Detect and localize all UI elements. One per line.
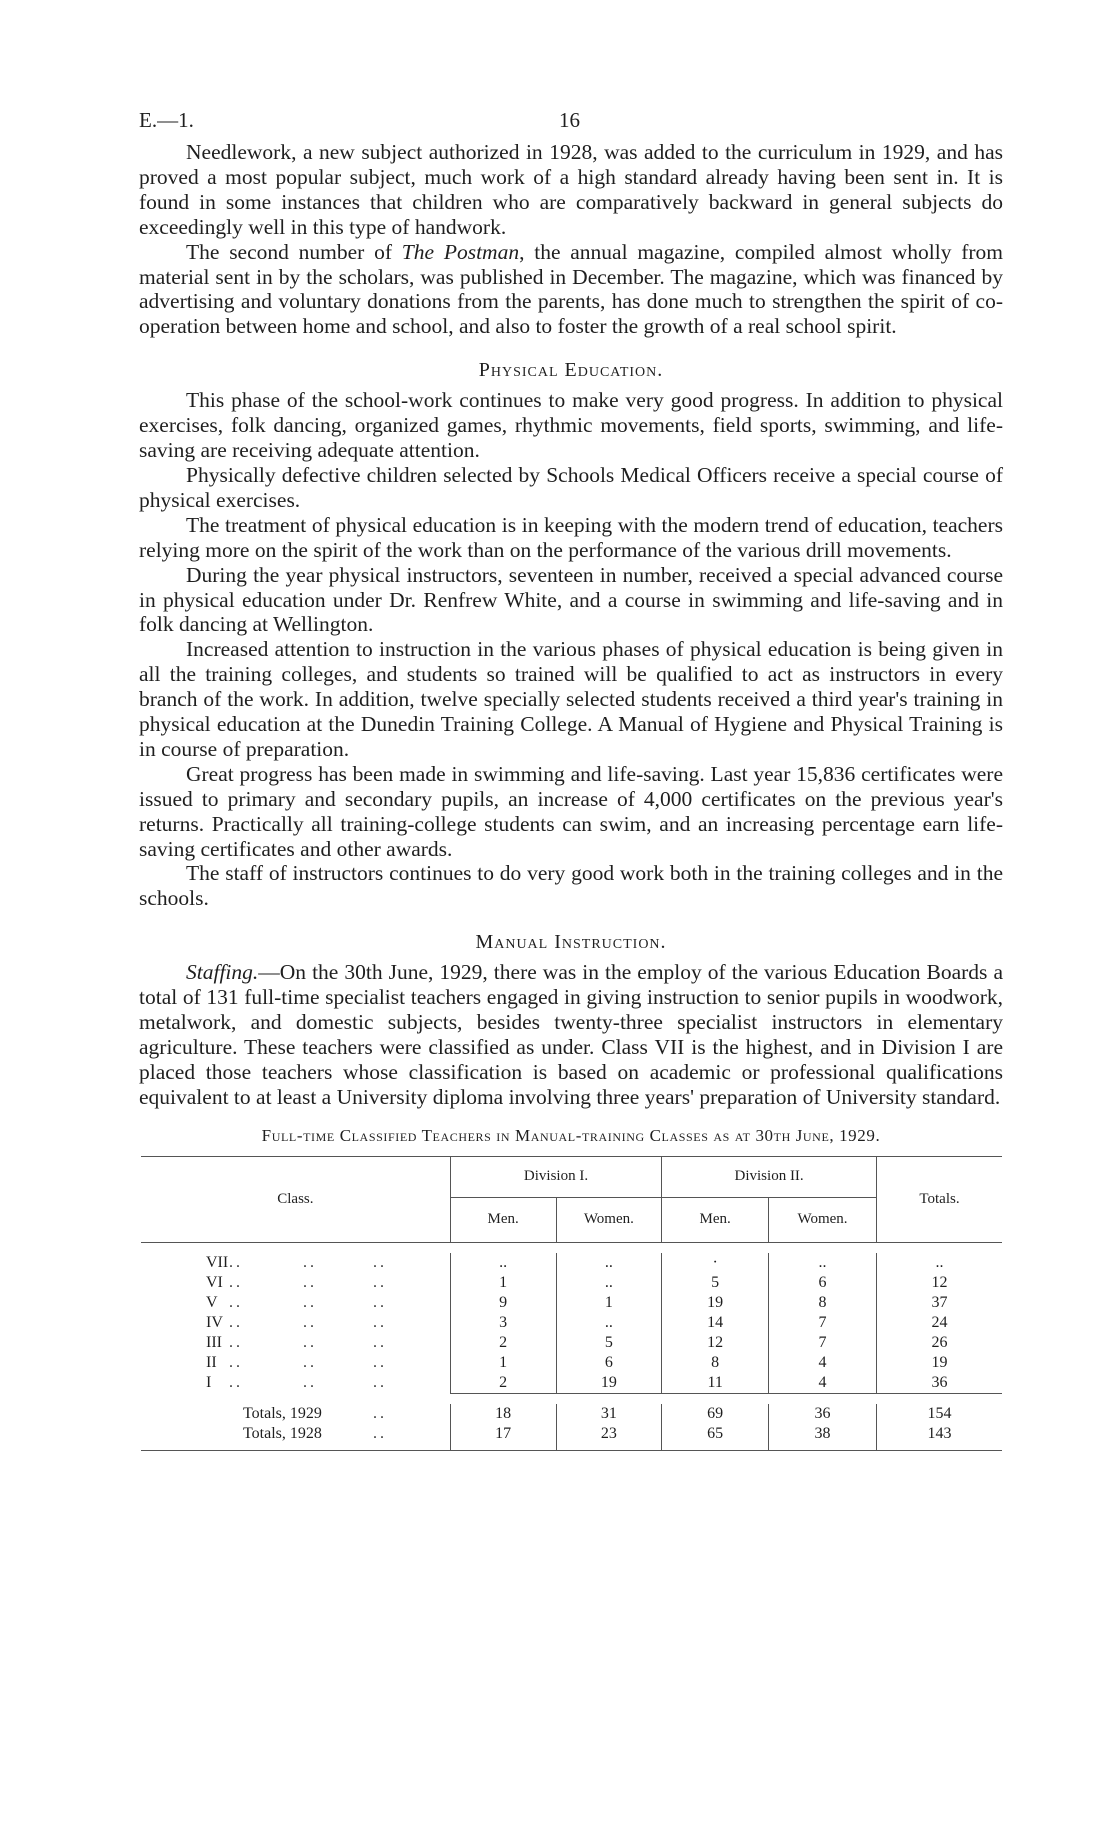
paragraph-pe-4: During the year physical instructors, seventeen in number, received a special advanced course in physical education under Dr. Renfrew White, and a course in swimming and life-saving and in folk dancing at Wellington. [139, 562, 1003, 637]
report-code: E.—1. [139, 108, 194, 132]
cell-d1-men: 3 [450, 1313, 556, 1333]
cell-d2-women: 7 [769, 1333, 877, 1353]
col-header-class: Class. [277, 1190, 314, 1207]
staffing-text: —On the 30th June, 1929, there was in the employ of the various Education Boards a total of 131 full-time specialist teachers engaged in giving instruction to senior pupils in woodwork, metalwork, and domestic subjects, besides twenty-three specialist instructors in elementary agriculture. These teachers were classified as under. Class VII is the highest, and in Division I are placed those teachers whose classification is based on academic or professional qualifications equivalent to at least a University diploma involving three years' preparation of University standard. [139, 960, 1003, 1109]
cell-total: 24 [876, 1313, 1002, 1333]
row-class: I .. .. .. [206, 1373, 387, 1391]
cell-d1-men: 1 [450, 1273, 556, 1293]
table-row [141, 1273, 1002, 1293]
cell-total: 37 [876, 1293, 1002, 1313]
cell-d2-men: 8 [662, 1353, 769, 1373]
cell-d1-men: 2 [450, 1373, 556, 1394]
cell-total: 36 [876, 1373, 1002, 1394]
cell-d1-men: .. [450, 1253, 556, 1273]
cell-d1-women: 31 [556, 1404, 662, 1424]
col-header-division2: Division II. [662, 1156, 877, 1197]
cell-d2-men: 5 [662, 1273, 769, 1293]
row-class: II .. .. .. [206, 1353, 387, 1371]
paragraph-pe-2: Physically defective children selected by Schools Medical Officers receive a special course of physical exercises. [139, 462, 1003, 512]
cell-total: 12 [876, 1273, 1002, 1293]
cell-d1-women: .. [556, 1313, 662, 1333]
paragraph-postman [139, 240, 1003, 340]
page-number: 16 [559, 108, 580, 132]
table-body [141, 1242, 1002, 1450]
paragraph-needlework: Needlework, a new subject authorized in 1928, was added to the curriculum in 1929, and has proved a most popular subject, much work of a high standard already having been sent in. It is found in some instances that children who are comparatively backward in general subjects do exceedingly well in this type of handwork. [139, 140, 1003, 239]
table-row [141, 1253, 1002, 1273]
paragraph-staffing [139, 960, 1003, 1109]
cell-d2-women: 38 [769, 1424, 877, 1451]
cell-d2-women: 7 [769, 1313, 877, 1333]
cell-d2-women: 8 [769, 1293, 877, 1313]
cell-d1-men: 1 [450, 1353, 556, 1373]
cell-d2-men: 12 [662, 1333, 769, 1353]
section-heading-manual-instruction: Manual Instruction. [475, 931, 667, 954]
page-header [139, 108, 1003, 140]
cell-d2-men: 19 [662, 1293, 769, 1313]
postman-text-b: , the annual magazine, compiled almost wholly from material sent in by the scholars, was published in December. The magazine, which was financed by advertising and voluntary donations from the parents, has done much to strengthen the spirit of co-operation between home and school, and also to foster the growth of a real school spirit. [139, 239, 1004, 339]
cell-d1-women: 19 [556, 1373, 662, 1394]
cell-total: 19 [876, 1353, 1002, 1373]
cell-d1-women: .. [556, 1273, 662, 1293]
cell-d2-women: 4 [769, 1373, 877, 1394]
totals-label: Totals, 1928 .. [141, 1424, 450, 1451]
totals-label: Totals, 1929 .. [243, 1404, 387, 1422]
cell-total: .. [876, 1253, 1002, 1273]
cell-d1-women: 23 [556, 1424, 662, 1451]
cell-d1-women: 1 [556, 1293, 662, 1313]
totals-row-1929 [141, 1404, 1002, 1424]
totals-row-1928 [141, 1424, 1002, 1451]
col-header-d1-men: Men. [450, 1197, 556, 1242]
document-page [139, 108, 1003, 1451]
cell-d2-women: 4 [769, 1353, 877, 1373]
paragraph-pe-5: Increased attention to instruction in the various phases of physical education is being given in all the training colleges, and students so trained will be qualified to act as instructors in every branch of the work. In addition, twelve specially selected students received a third year's training in physical education at the Dunedin Training College. A Manual of Hygiene and Physical Training is in course of preparation. [139, 637, 1003, 761]
cell-d2-men: 69 [662, 1404, 769, 1424]
cell-d2-men: 11 [662, 1373, 769, 1394]
cell-d1-men: 9 [450, 1293, 556, 1313]
cell-d2-men: 14 [662, 1313, 769, 1333]
cell-d1-men: 18 [450, 1404, 556, 1424]
paragraph-pe-6: Great progress has been made in swimming and life-saving. Last year 15,836 certificates were issued to primary and secondary pupils, an increase of 4,000 certificates on the previous year's returns. Practically all training-college students can swim, and an increasing percentage earn life-saving certificates and other awards. [139, 761, 1003, 861]
table-row [141, 1333, 1002, 1353]
row-class: III .. .. .. [206, 1333, 387, 1351]
row-class: IV .. .. .. [206, 1313, 387, 1331]
table-row [141, 1353, 1002, 1373]
table-title: Full-time Classified Teachers in Manual-training Classes as at 30th June, 1929. [261, 1125, 881, 1145]
cell-d1-women: .. [556, 1253, 662, 1273]
col-header-division1: Division I. [450, 1156, 662, 1197]
cell-d2-men: 65 [662, 1424, 769, 1451]
cell-d1-men: 2 [450, 1333, 556, 1353]
cell-d2-women: 6 [769, 1273, 877, 1293]
table-row [141, 1313, 1002, 1333]
table-row [141, 1373, 1002, 1394]
teachers-table [141, 1156, 1002, 1451]
cell-total: 26 [876, 1333, 1002, 1353]
cell-d1-men: 17 [450, 1424, 556, 1451]
postman-text-a: The second number of [186, 239, 402, 264]
cell-d2-women: .. [769, 1253, 877, 1273]
row-class: V .. .. .. [206, 1293, 387, 1311]
cell-d1-women: 5 [556, 1333, 662, 1353]
cell-total: 143 [876, 1424, 1002, 1451]
table-row [141, 1293, 1002, 1313]
col-header-d2-men: Men. [662, 1197, 769, 1242]
staffing-label: Staffing. [186, 960, 259, 985]
cell-total: 154 [876, 1404, 1002, 1424]
postman-title: The Postman [401, 239, 520, 264]
cell-d2-women: 36 [769, 1404, 877, 1424]
col-header-d1-women: Women. [556, 1197, 662, 1242]
row-class: VI .. .. .. [206, 1273, 387, 1291]
paragraph-pe-7: The staff of instructors continues to do very good work both in the training colleges and in the schools. [139, 861, 1003, 911]
cell-d1-women: 6 [556, 1353, 662, 1373]
col-header-totals: Totals. [876, 1156, 1002, 1242]
col-header-d2-women: Women. [769, 1197, 877, 1242]
cell-d2-men: · [662, 1253, 769, 1273]
paragraph-pe-1: This phase of the school-work continues to make very good progress. In addition to physical exercises, folk dancing, organized games, rhythmic movements, field sports, swimming, and life-saving are receiving adequate attention. [139, 388, 1003, 463]
section-heading-physical-education: Physical Education. [478, 359, 664, 382]
row-class: VII .. .. .. [206, 1253, 387, 1271]
paragraph-pe-3: The treatment of physical education is in keeping with the modern trend of education, teachers relying more on the spirit of the work than on the performance of the various drill movements. [139, 512, 1003, 562]
